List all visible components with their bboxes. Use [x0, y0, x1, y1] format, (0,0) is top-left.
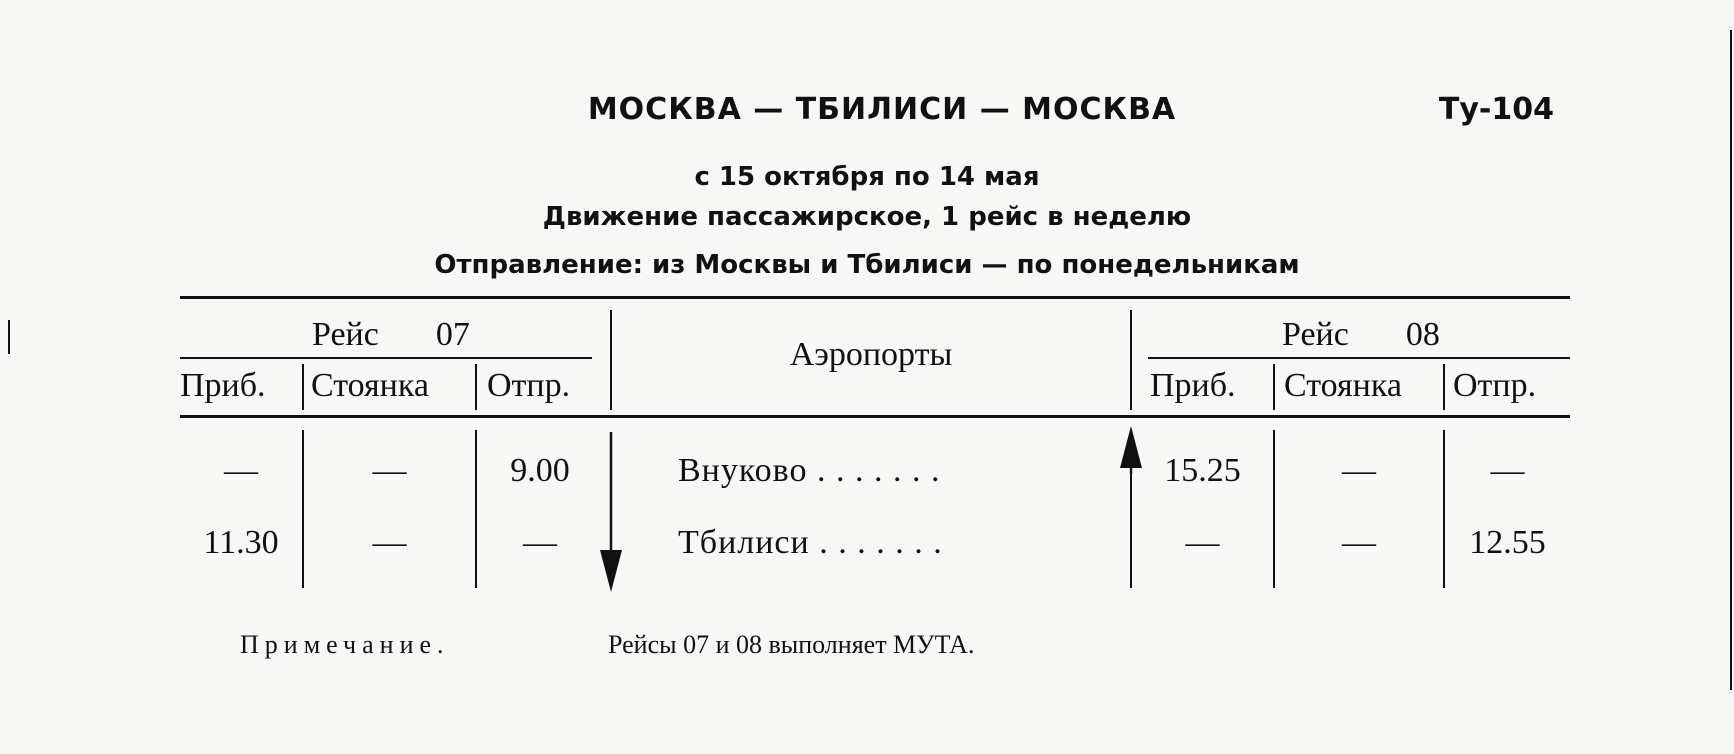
table-cell: 9.00 [510, 452, 570, 489]
table-cell: — [372, 452, 407, 489]
table-cell: — [1185, 524, 1220, 561]
page-title: МОСКВА — ТБИЛИСИ — МОСКВА [587, 92, 1177, 127]
table-cell: — [1342, 452, 1376, 489]
period-text: с 15 октября по 14 мая [694, 162, 1040, 192]
arrow-down-icon [598, 432, 624, 594]
table-top-rule [180, 296, 1570, 299]
airports-header: Аэропорты [789, 336, 953, 373]
flight-a-col-departure: Отпр. [487, 367, 571, 404]
table-cell: — [523, 524, 557, 561]
table-cell: 11.30 [203, 524, 279, 561]
table-cell: — [224, 452, 258, 489]
airport-name: Тбилиси . . . . . . . [678, 524, 943, 561]
note-label: Примечание. [240, 630, 450, 659]
col-divider [302, 364, 304, 410]
flight-b-label: Рейс 08 [1282, 316, 1440, 353]
flight-a-col-arrival: Приб. [180, 367, 266, 404]
col-divider [1130, 310, 1132, 410]
departure-text: Отправление: из Москвы и Тбилиси — по понедельникам [434, 250, 1300, 280]
scan-edge-mark [8, 320, 10, 354]
note-text: Рейсы 07 и 08 выполняет МУТА. [608, 630, 975, 659]
traffic-text: Движение пассажирское, 1 рейс в неделю [542, 202, 1192, 232]
arrow-up-icon [1118, 426, 1144, 474]
flight-b-col-departure: Отпр. [1453, 367, 1537, 404]
flight-a-header-rule [180, 357, 592, 359]
table-cell: — [1342, 524, 1376, 561]
col-divider [1443, 364, 1445, 410]
col-divider [1273, 364, 1275, 410]
airport-name: Внуково . . . . . . . [678, 452, 941, 489]
table-cell: — [1490, 452, 1525, 489]
flight-b-number: 08 [1405, 316, 1440, 353]
table-cell: 15.25 [1164, 452, 1241, 489]
table-cell: — [372, 524, 407, 561]
table-header-bottom-rule [180, 415, 1570, 418]
flight-b-header-rule [1148, 357, 1570, 359]
flight-a-number: 07 [435, 316, 470, 353]
flight-a-label: Рейс 07 [312, 316, 470, 353]
flight-a-col-stop: Стоянка [311, 367, 429, 404]
flight-b-col-stop: Стоянка [1284, 367, 1402, 404]
flight-b-col-arrival: Приб. [1150, 367, 1236, 404]
scan-edge-mark [1730, 30, 1732, 690]
aircraft-type: Ту-104 [1438, 92, 1554, 127]
col-divider [475, 364, 477, 410]
table-cell: 12.55 [1469, 524, 1546, 561]
